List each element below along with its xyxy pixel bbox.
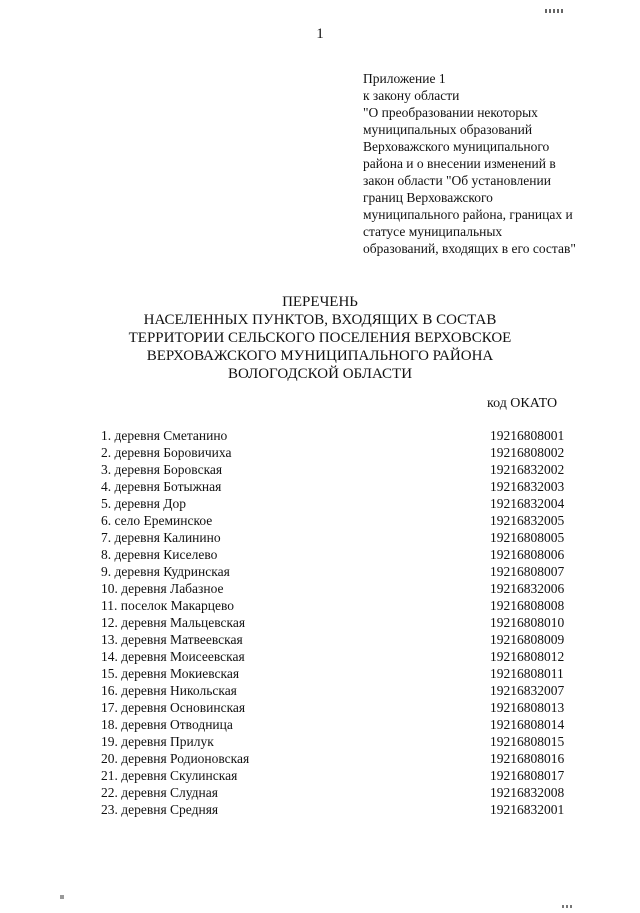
list-item [0,444,640,461]
okato-code: 19216808017 [490,768,565,783]
settlement-name: 2. деревня Боровичиха [101,445,232,460]
document-title [0,293,640,383]
appendix-line: муниципального района, границах и [363,207,573,222]
title-line: ВЕРХОВАЖСКОГО МУНИЦИПАЛЬНОГО РАЙОНА [146,348,494,364]
settlement-name: 22. деревня Слудная [101,785,218,800]
settlement-name: 21. деревня Скулинская [101,768,238,783]
appendix-line: образований, входящих в его состав" [363,241,576,256]
appendix-note [363,70,625,257]
okato-code: 19216808001 [490,428,565,443]
list-item [0,580,640,597]
title-line: НАСЕЛЕННЫХ ПУНКТОВ, ВХОДЯЩИХ В СОСТАВ [143,312,497,328]
okato-code: 19216808008 [490,598,565,613]
okato-code: 19216808011 [490,666,564,681]
settlement-name: 3. деревня Боровская [101,462,223,477]
okato-column-header: код ОКАТО [487,396,558,411]
list-item [0,682,640,699]
list-item [0,512,640,529]
title-line: ПЕРЕЧЕНЬ [282,294,358,310]
list-item [0,631,640,648]
list-item [0,648,640,665]
settlement-name: 6. село Ереминское [101,513,213,528]
settlement-name: 8. деревня Киселево [101,547,218,562]
scan-mark-top [545,0,585,6]
okato-code: 19216808005 [490,530,565,545]
okato-code: 19216832007 [490,683,565,698]
settlement-name: 16. деревня Никольская [101,683,237,698]
appendix-line: "О преобразовании некоторых [363,105,538,120]
list-item [0,546,640,563]
settlement-name: 12. деревня Мальцевская [101,615,246,630]
settlement-name: 20. деревня Родионовская [101,751,250,766]
okato-code: 19216832006 [490,581,565,596]
list-item [0,750,640,767]
okato-code: 19216808009 [490,632,565,647]
settlement-list [0,427,640,818]
okato-code: 19216808002 [490,445,565,460]
appendix-line: к закону области [363,88,460,103]
okato-code: 19216832002 [490,462,565,477]
settlement-name: 7. деревня Калинино [101,530,221,545]
scan-mark-bottom-right [562,895,578,899]
list-item [0,614,640,631]
settlement-name: 23. деревня Средняя [101,802,219,817]
list-item [0,733,640,750]
okato-code: 19216808007 [490,564,565,579]
list-item [0,495,640,512]
settlement-name: 14. деревня Моисеевская [101,649,245,664]
settlement-name: 17. деревня Основинская [101,700,246,715]
list-item [0,665,640,682]
list-item [0,563,640,580]
settlement-name: 9. деревня Кудринская [101,564,230,579]
okato-code: 19216832001 [490,802,565,817]
okato-code: 19216832004 [490,496,565,511]
appendix-line: района и о внесении изменений в [363,156,556,171]
okato-code: 19216808016 [490,751,565,766]
appendix-line: Приложение 1 [363,71,446,86]
okato-code: 19216832005 [490,513,565,528]
list-item [0,716,640,733]
okato-code: 19216808012 [490,649,565,664]
list-item [0,597,640,614]
list-item [0,461,640,478]
appendix-line: Верховажского муниципального [363,139,550,154]
okato-code: 19216808013 [490,700,565,715]
list-item [0,699,640,716]
title-line: ТЕРРИТОРИИ СЕЛЬСКОГО ПОСЕЛЕНИЯ ВЕРХОВСКОЕ [128,330,512,346]
okato-code: 19216808014 [490,717,565,732]
settlement-name: 18. деревня Отводница [101,717,233,732]
okato-code: 19216808006 [490,547,565,562]
okato-code: 19216808015 [490,734,565,749]
settlement-name: 19. деревня Прилук [101,734,214,749]
list-item [0,784,640,801]
settlement-name: 5. деревня Дор [101,496,186,511]
settlement-name: 13. деревня Матвеевская [101,632,243,647]
settlement-name: 10. деревня Лабазное [101,581,224,596]
list-item [0,529,640,546]
settlement-name: 4. деревня Ботыжная [101,479,222,494]
scan-mark-bottom-left [60,895,64,899]
okato-code: 19216808010 [490,615,565,630]
settlement-name: 11. поселок Макарцево [101,598,234,613]
page-number: 1 [316,26,324,42]
appendix-line: закон области "Об установлении [363,173,551,188]
settlement-name: 1. деревня Сметанино [101,428,228,443]
okato-code: 19216832008 [490,785,565,800]
list-item [0,801,640,818]
appendix-line: границ Верховажского [363,190,493,205]
list-item [0,427,640,444]
settlement-name: 15. деревня Мокиевская [101,666,240,681]
okato-code: 19216832003 [490,479,565,494]
appendix-line: статусе муниципальных [363,224,503,239]
list-item [0,478,640,495]
list-item [0,767,640,784]
appendix-line: муниципальных образований [363,122,533,137]
title-line: ВОЛОГОДСКОЙ ОБЛАСТИ [227,366,413,382]
